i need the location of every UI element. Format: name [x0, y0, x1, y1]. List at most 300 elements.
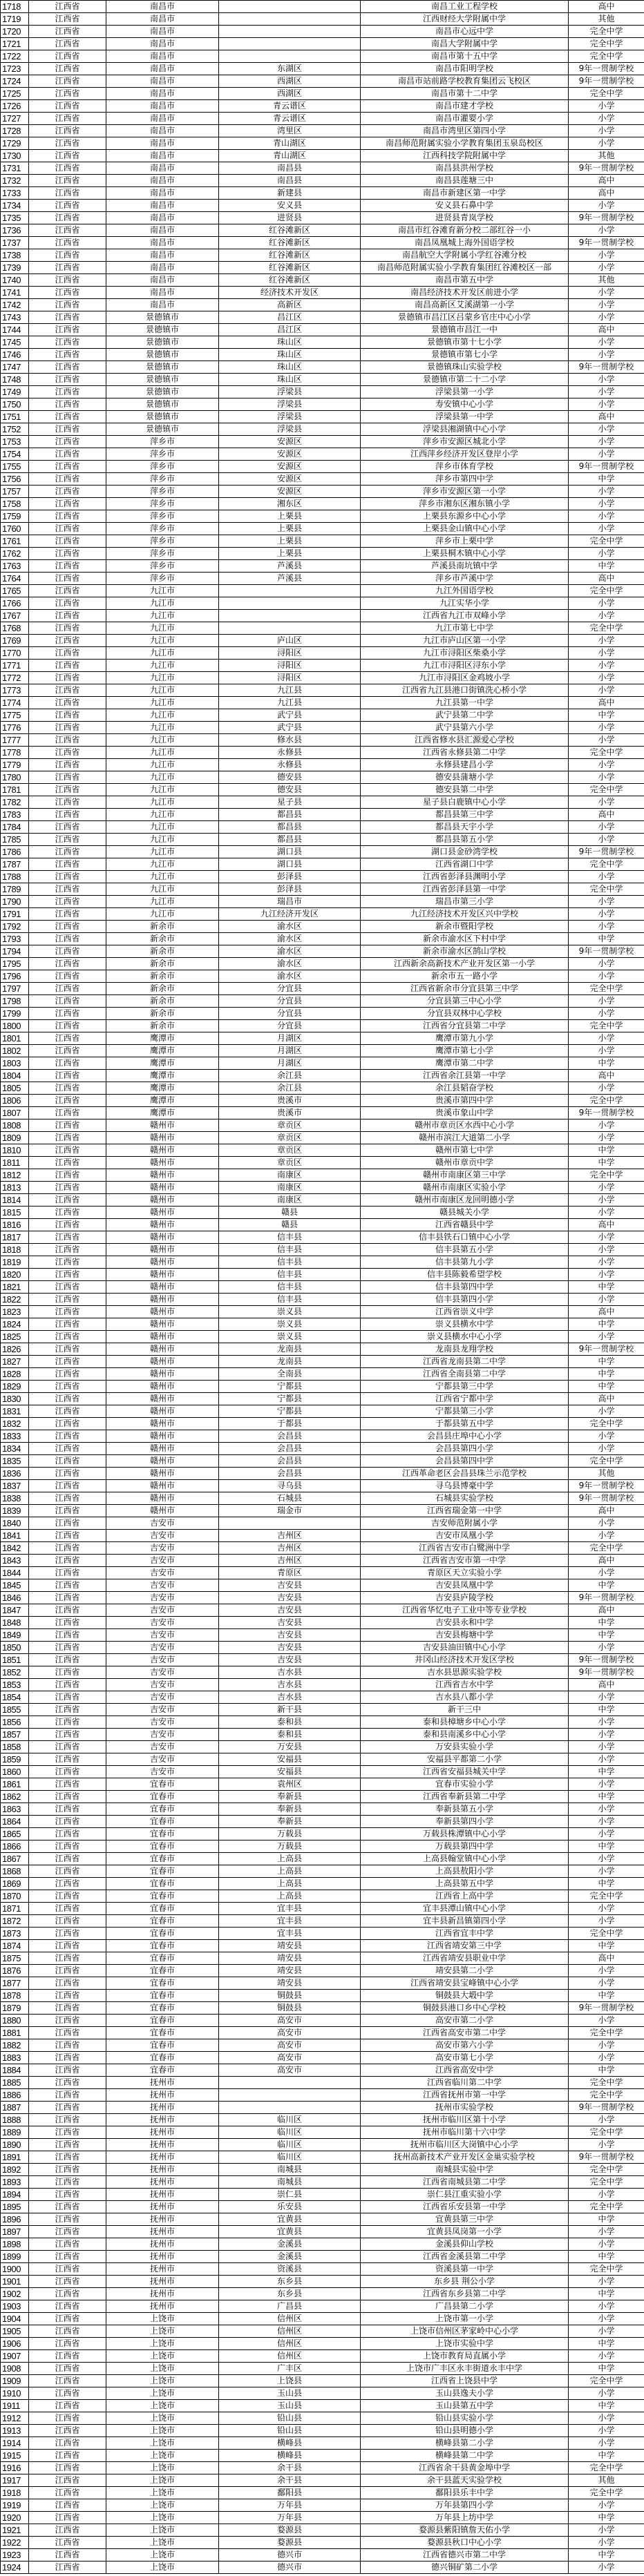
province-cell: 江西省 — [29, 200, 106, 212]
table-row — [1, 411, 644, 423]
row-number: 1816 — [1, 1219, 29, 1231]
district-cell: 高安市 — [219, 2015, 361, 2027]
city-cell: 赣州市 — [106, 1356, 219, 1368]
row-number: 1888 — [1, 2114, 29, 2126]
school-type-cell: 高中 — [569, 1219, 644, 1231]
row-number: 1895 — [1, 2201, 29, 2213]
row-number: 1728 — [1, 125, 29, 137]
district-cell: 袁州区 — [219, 1778, 361, 1791]
city-cell: 九江市 — [106, 622, 219, 635]
city-cell: 南昌市 — [106, 224, 219, 237]
city-cell: 宜春市 — [106, 1828, 219, 1840]
school-type-cell: 中学 — [569, 1144, 644, 1157]
province-cell: 江西省 — [29, 1629, 106, 1642]
province-cell: 江西省 — [29, 1144, 106, 1157]
school-name-cell: 贵溪市象山中学 — [361, 1107, 569, 1119]
province-cell: 江西省 — [29, 2524, 106, 2537]
table-row — [1, 2052, 644, 2064]
table-row — [1, 1816, 644, 1828]
city-cell: 九江市 — [106, 759, 219, 771]
city-cell: 赣州市 — [106, 1455, 219, 1468]
school-type-cell: 中学 — [569, 1157, 644, 1169]
school-type-cell: 完全中学 — [569, 26, 644, 38]
school-type-cell: 小学 — [569, 2325, 644, 2338]
row-number: 1924 — [1, 2561, 29, 2574]
city-cell: 九江市 — [106, 896, 219, 908]
table-row — [1, 1132, 644, 1144]
table-row — [1, 1778, 644, 1791]
row-number: 1883 — [1, 2052, 29, 2064]
table-row — [1, 2226, 644, 2238]
table-row — [1, 1368, 644, 1381]
district-cell: 上栗县 — [219, 548, 361, 560]
row-number: 1912 — [1, 2412, 29, 2425]
province-cell: 江西省 — [29, 1032, 106, 1045]
province-cell: 江西省 — [29, 2077, 106, 2089]
city-cell: 吉安市 — [106, 1729, 219, 1741]
district-cell: 靖安县 — [219, 1965, 361, 1977]
school-name-cell: 江西省瑞金第一中学 — [361, 1505, 569, 1517]
school-type-cell: 中学 — [569, 560, 644, 573]
school-name-cell: 江西省高安中学 — [361, 2064, 569, 2077]
row-number: 1742 — [1, 299, 29, 311]
province-cell: 江西省 — [29, 175, 106, 187]
district-cell: 安源区 — [219, 436, 361, 448]
province-cell: 江西省 — [29, 560, 106, 573]
row-number: 1814 — [1, 1194, 29, 1207]
school-name-cell: 江西省吉水中学 — [361, 1679, 569, 1691]
school-type-cell: 完全中学 — [569, 983, 644, 995]
province-cell: 江西省 — [29, 1704, 106, 1716]
row-number: 1727 — [1, 113, 29, 125]
row-number: 1828 — [1, 1368, 29, 1381]
district-cell: 余江县 — [219, 1082, 361, 1095]
district-cell: 芦溪县 — [219, 560, 361, 573]
district-cell: 横峰县 — [219, 2437, 361, 2450]
table-row — [1, 1306, 644, 1318]
school-name-cell: 江西省乐安县第一中学 — [361, 2201, 569, 2213]
district-cell: 分宜县 — [219, 1020, 361, 1032]
district-cell: 安义县 — [219, 200, 361, 212]
row-number: 1788 — [1, 871, 29, 883]
district-cell: 靖安县 — [219, 1977, 361, 1990]
table-row — [1, 2325, 644, 2338]
district-cell: 万载县 — [219, 1828, 361, 1840]
district-cell: 会昌县 — [219, 1443, 361, 1455]
school-type-cell: 完全中学 — [569, 2375, 644, 2387]
province-cell: 江西省 — [29, 1008, 106, 1020]
province-cell: 江西省 — [29, 2176, 106, 2189]
district-cell: 龙南县 — [219, 1343, 361, 1356]
school-type-cell: 小学 — [569, 796, 644, 809]
school-type-cell: 小学 — [569, 1269, 644, 1281]
city-cell: 九江市 — [106, 610, 219, 622]
school-name-cell: 崇仁县江重实验小学 — [361, 2189, 569, 2201]
row-number: 1865 — [1, 1828, 29, 1840]
school-name-cell: 万年县上坊中学 — [361, 2512, 569, 2524]
city-cell: 吉安市 — [106, 1604, 219, 1617]
province-cell: 江西省 — [29, 2474, 106, 2487]
province-cell: 江西省 — [29, 2226, 106, 2238]
school-name-cell: 上栗县桐木镇中心小学 — [361, 548, 569, 560]
province-cell: 江西省 — [29, 2425, 106, 2437]
row-number: 1859 — [1, 1753, 29, 1766]
city-cell: 上饶市 — [106, 2512, 219, 2524]
province-cell: 江西省 — [29, 1455, 106, 1468]
district-cell: 永修县 — [219, 747, 361, 759]
school-name-cell: 万载县第四中学 — [361, 1840, 569, 1853]
province-cell: 江西省 — [29, 150, 106, 162]
district-cell: 月湖区 — [219, 1057, 361, 1070]
school-type-cell: 小学 — [569, 1443, 644, 1455]
row-number: 1767 — [1, 610, 29, 622]
district-cell: 上高县 — [219, 1890, 361, 1903]
row-number: 1738 — [1, 249, 29, 262]
row-number: 1737 — [1, 237, 29, 249]
province-cell: 江西省 — [29, 2263, 106, 2276]
school-name-cell: 江西省湖口中学 — [361, 858, 569, 871]
school-name-cell: 芦溪县南坑镇中学 — [361, 560, 569, 573]
table-row — [1, 2450, 644, 2462]
school-type-cell: 小学 — [569, 1294, 644, 1306]
row-number: 1757 — [1, 486, 29, 498]
school-type-cell: 小学 — [569, 1182, 644, 1194]
city-cell: 新余市 — [106, 1020, 219, 1032]
school-name-cell: 九江市浔阳区金鸡坡小学 — [361, 672, 569, 684]
province-cell: 江西省 — [29, 88, 106, 100]
province-cell: 江西省 — [29, 1505, 106, 1517]
district-cell: 浔阳区 — [219, 660, 361, 672]
school-type-cell: 中学 — [569, 2338, 644, 2350]
row-number: 1759 — [1, 510, 29, 523]
district-cell: 都昌县 — [219, 809, 361, 821]
row-number: 1832 — [1, 1418, 29, 1430]
province-cell: 江西省 — [29, 1579, 106, 1592]
school-name-cell: 赣县城关小学 — [361, 1207, 569, 1219]
table-row — [1, 2102, 644, 2114]
school-type-cell: 小学 — [569, 1530, 644, 1542]
district-cell: 进贤县 — [219, 212, 361, 224]
district-cell: 修水县 — [219, 734, 361, 747]
row-number: 1893 — [1, 2176, 29, 2189]
table-row — [1, 1592, 644, 1604]
row-number: 1800 — [1, 1020, 29, 1032]
school-name-cell: 宁都县第三小学 — [361, 1405, 569, 1418]
province-cell: 江西省 — [29, 1468, 106, 1480]
city-cell: 赣州市 — [106, 1194, 219, 1207]
row-number: 1849 — [1, 1629, 29, 1642]
city-cell: 鹰潭市 — [106, 1032, 219, 1045]
table-row — [1, 349, 644, 361]
row-number: 1794 — [1, 945, 29, 958]
row-number: 1735 — [1, 212, 29, 224]
district-cell: 余干县 — [219, 2474, 361, 2487]
row-number: 1729 — [1, 137, 29, 150]
table-row — [1, 1231, 644, 1244]
school-type-cell: 小学 — [569, 1778, 644, 1791]
school-type-cell: 9年一贯制学校 — [569, 63, 644, 75]
table-row — [1, 88, 644, 100]
district-cell — [219, 597, 361, 610]
school-type-cell: 9年一贯制学校 — [569, 461, 644, 473]
school-name-cell: 江西省吉安市第一中学 — [361, 1555, 569, 1567]
table-row — [1, 1430, 644, 1443]
school-name-cell: 江西省彭泽县渊明小学 — [361, 871, 569, 883]
row-number: 1892 — [1, 2164, 29, 2176]
table-row — [1, 26, 644, 38]
school-type-cell: 小学 — [569, 2425, 644, 2437]
table-row — [1, 560, 644, 573]
row-number: 1872 — [1, 1915, 29, 1928]
school-name-cell: 萍乡市安源区城北小学 — [361, 436, 569, 448]
school-type-cell: 小学 — [569, 1803, 644, 1816]
province-cell: 江西省 — [29, 1679, 106, 1691]
school-name-cell: 奉新县第五小学 — [361, 1803, 569, 1816]
row-number: 1761 — [1, 535, 29, 548]
school-type-cell: 完全中学 — [569, 2176, 644, 2189]
school-name-cell: 萍乡市第四中学 — [361, 473, 569, 486]
province-cell: 江西省 — [29, 548, 106, 560]
district-cell: 万安县 — [219, 1741, 361, 1753]
city-cell: 抚州市 — [106, 2176, 219, 2189]
school-name-cell: 德兴铜矿第二小学 — [361, 2561, 569, 2574]
province-cell: 江西省 — [29, 759, 106, 771]
province-cell: 江西省 — [29, 622, 106, 635]
row-number: 1746 — [1, 349, 29, 361]
district-cell: 经济技术开发区 — [219, 287, 361, 299]
row-number: 1733 — [1, 187, 29, 200]
row-number: 1797 — [1, 983, 29, 995]
school-name-cell: 玉山县逸夫小学 — [361, 2387, 569, 2400]
district-cell: 吉安县 — [219, 1592, 361, 1604]
table-row — [1, 796, 644, 809]
table-row — [1, 2462, 644, 2474]
table-row — [1, 684, 644, 697]
province-cell: 江西省 — [29, 573, 106, 585]
province-cell: 江西省 — [29, 1194, 106, 1207]
table-row — [1, 2164, 644, 2176]
province-cell: 江西省 — [29, 2288, 106, 2300]
row-number: 1897 — [1, 2226, 29, 2238]
district-cell: 余江县 — [219, 1070, 361, 1082]
school-name-cell: 宜黄县第三中学 — [361, 2213, 569, 2226]
row-number: 1910 — [1, 2387, 29, 2400]
city-cell: 抚州市 — [106, 2276, 219, 2288]
city-cell: 上饶市 — [106, 2561, 219, 2574]
city-cell: 南昌市 — [106, 175, 219, 187]
district-cell: 余干县 — [219, 2462, 361, 2474]
school-type-cell: 其他 — [569, 150, 644, 162]
table-row — [1, 2077, 644, 2089]
district-cell: 鄱阳县 — [219, 2487, 361, 2499]
table-row — [1, 759, 644, 771]
row-number: 1805 — [1, 1082, 29, 1095]
school-name-cell: 江西萍乡经济开发区登岸小学 — [361, 448, 569, 461]
table-row — [1, 212, 644, 224]
province-cell: 江西省 — [29, 38, 106, 50]
school-type-cell: 小学 — [569, 125, 644, 137]
table-row — [1, 2251, 644, 2263]
district-cell: 湖口县 — [219, 846, 361, 858]
district-cell: 万年县 — [219, 2512, 361, 2524]
table-row — [1, 1480, 644, 1492]
city-cell: 九江市 — [106, 672, 219, 684]
city-cell: 南昌市 — [106, 63, 219, 75]
district-cell: 泰和县 — [219, 1716, 361, 1729]
district-cell: 湘东区 — [219, 498, 361, 510]
city-cell: 吉安市 — [106, 1666, 219, 1679]
city-cell: 吉安市 — [106, 1567, 219, 1579]
school-name-cell: 南昌市湾里区第四小学 — [361, 125, 569, 137]
school-name-cell: 江西省南城县第二中学 — [361, 2176, 569, 2189]
row-number: 1890 — [1, 2139, 29, 2151]
district-cell: 浮梁县 — [219, 411, 361, 423]
city-cell: 九江市 — [106, 684, 219, 697]
province-cell: 江西省 — [29, 1430, 106, 1443]
province-cell: 江西省 — [29, 846, 106, 858]
province-cell: 江西省 — [29, 249, 106, 262]
school-type-cell: 小学 — [569, 2114, 644, 2126]
district-cell: 庐山区 — [219, 635, 361, 647]
table-row — [1, 386, 644, 398]
province-cell: 江西省 — [29, 423, 106, 436]
school-name-cell: 吉安县永和中学 — [361, 1617, 569, 1629]
province-cell: 江西省 — [29, 125, 106, 137]
row-number: 1760 — [1, 523, 29, 535]
row-number: 1877 — [1, 1977, 29, 1990]
district-cell: 吉安县 — [219, 1642, 361, 1654]
school-name-cell: 吉安市凤凰小学 — [361, 1530, 569, 1542]
province-cell: 江西省 — [29, 2151, 106, 2164]
table-row — [1, 1, 644, 13]
row-number: 1891 — [1, 2151, 29, 2164]
table-row — [1, 647, 644, 660]
table-row — [1, 249, 644, 262]
city-cell: 南昌市 — [106, 274, 219, 287]
row-number: 1884 — [1, 2064, 29, 2077]
row-number: 1782 — [1, 796, 29, 809]
school-name-cell: 信丰县第九小学 — [361, 1256, 569, 1269]
table-row — [1, 1244, 644, 1256]
table-row — [1, 2524, 644, 2537]
table-row — [1, 75, 644, 88]
province-cell: 江西省 — [29, 1082, 106, 1095]
district-cell: 分宜县 — [219, 995, 361, 1008]
district-cell: 浮梁县 — [219, 386, 361, 398]
row-number: 1870 — [1, 1890, 29, 1903]
province-cell: 江西省 — [29, 2102, 106, 2114]
row-number: 1839 — [1, 1505, 29, 1517]
city-cell: 南昌市 — [106, 26, 219, 38]
district-cell: 分宜县 — [219, 1008, 361, 1020]
province-cell: 江西省 — [29, 1418, 106, 1430]
province-cell: 江西省 — [29, 1231, 106, 1244]
school-type-cell: 9年一贯制学校 — [569, 2102, 644, 2114]
district-cell: 会昌县 — [219, 1430, 361, 1443]
school-name-cell: 宜丰县潭山镇中心小学 — [361, 1903, 569, 1915]
district-cell: 德安县 — [219, 771, 361, 784]
city-cell: 赣州市 — [106, 1269, 219, 1281]
school-name-cell: 高安市第二小学 — [361, 2015, 569, 2027]
district-cell: 宜丰县 — [219, 1915, 361, 1928]
district-cell: 新建县 — [219, 187, 361, 200]
row-number: 1871 — [1, 1903, 29, 1915]
school-type-cell: 小学 — [569, 1331, 644, 1343]
table-row — [1, 970, 644, 983]
city-cell: 吉安市 — [106, 1517, 219, 1530]
province-cell: 江西省 — [29, 336, 106, 349]
school-name-cell: 德安县蒲塘小学 — [361, 771, 569, 784]
province-cell: 江西省 — [29, 1542, 106, 1555]
school-type-cell: 高中 — [569, 411, 644, 423]
row-number: 1739 — [1, 262, 29, 274]
row-number: 1776 — [1, 722, 29, 734]
school-type-cell: 完全中学 — [569, 1890, 644, 1903]
row-number: 1858 — [1, 1741, 29, 1753]
row-number: 1869 — [1, 1878, 29, 1890]
city-cell: 赣州市 — [106, 1169, 219, 1182]
province-cell: 江西省 — [29, 1555, 106, 1567]
school-type-cell: 小学 — [569, 771, 644, 784]
city-cell: 抚州市 — [106, 2102, 219, 2114]
table-row — [1, 423, 644, 436]
school-name-cell: 吉安县油田镇中心小学 — [361, 1642, 569, 1654]
district-cell: 武宁县 — [219, 722, 361, 734]
province-cell: 江西省 — [29, 1604, 106, 1617]
district-cell: 靖安县 — [219, 1940, 361, 1952]
table-row — [1, 1119, 644, 1132]
city-cell: 抚州市 — [106, 2189, 219, 2201]
table-row — [1, 2537, 644, 2549]
row-number: 1808 — [1, 1119, 29, 1132]
school-name-cell: 信丰县第四中学 — [361, 1281, 569, 1294]
province-cell: 江西省 — [29, 771, 106, 784]
school-type-cell: 小学 — [569, 2537, 644, 2549]
school-type-cell: 小学 — [569, 722, 644, 734]
district-cell: 吉州区 — [219, 1530, 361, 1542]
province-cell: 江西省 — [29, 896, 106, 908]
row-number: 1719 — [1, 13, 29, 26]
school-type-cell: 小学 — [569, 1207, 644, 1219]
table-row — [1, 1318, 644, 1331]
table-row — [1, 113, 644, 125]
district-cell — [219, 1517, 361, 1530]
table-row — [1, 1679, 644, 1691]
district-cell: 安源区 — [219, 486, 361, 498]
school-type-cell: 完全中学 — [569, 2126, 644, 2139]
school-name-cell: 江西省德兴市第二中学 — [361, 2549, 569, 2561]
city-cell: 景德镇市 — [106, 324, 219, 336]
row-number: 1856 — [1, 1716, 29, 1729]
city-cell: 赣州市 — [106, 1480, 219, 1492]
district-cell: 高安市 — [219, 2039, 361, 2052]
province-cell: 江西省 — [29, 1169, 106, 1182]
province-cell: 江西省 — [29, 585, 106, 597]
school-name-cell: 抚州市实验学校 — [361, 2102, 569, 2114]
province-cell: 江西省 — [29, 647, 106, 660]
district-cell: 临川区 — [219, 2126, 361, 2139]
table-row — [1, 1977, 644, 1990]
city-cell: 赣州市 — [106, 1505, 219, 1517]
city-cell: 宜春市 — [106, 1977, 219, 1990]
school-name-cell: 九江市浔阳区浔东小学 — [361, 660, 569, 672]
city-cell: 景德镇市 — [106, 398, 219, 411]
school-type-cell: 中学 — [569, 1281, 644, 1294]
province-cell: 江西省 — [29, 510, 106, 523]
city-cell: 九江市 — [106, 784, 219, 796]
row-number: 1894 — [1, 2189, 29, 2201]
table-row — [1, 734, 644, 747]
